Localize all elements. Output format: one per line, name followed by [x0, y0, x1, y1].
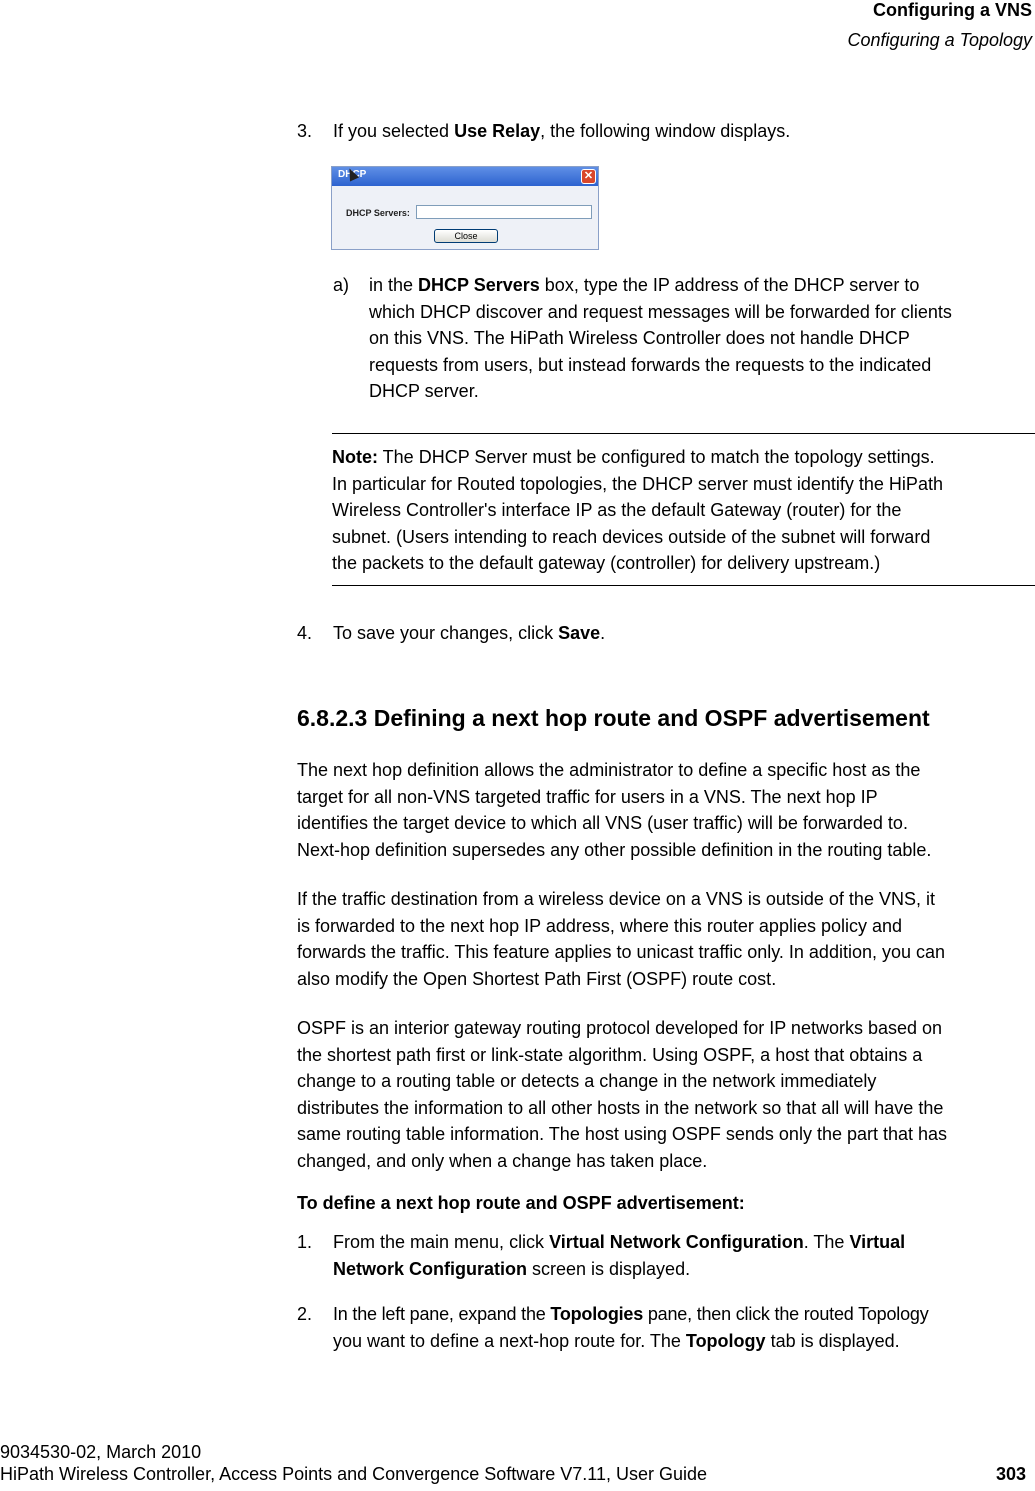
close-button[interactable]: Close	[434, 229, 498, 243]
page-number: 303	[995, 1464, 1026, 1484]
step-number: 2.	[297, 1304, 313, 1324]
chapter-title: Configuring a VNS	[873, 0, 1032, 20]
footer-title: HiPath Wireless Controller, Access Points and Convergence Software V7.11, User Guide	[0, 1464, 708, 1484]
step-4	[297, 620, 606, 647]
dhcp-servers-label: DHCP Servers:	[346, 208, 410, 218]
step-text: From the main menu, click Virtual Network Configuration. The Virtual Network Configuration screen is displayed.	[333, 1232, 906, 1279]
step-number: 4.	[297, 623, 313, 643]
note-box: Note: The DHCP Server must be configured to match the topology settings. In particular for Routed topologies, the DHCP server must identify the HiPath Wireless Controller's interface IP as the default Gateway (router) for the subnet. (Users intending to reach devices outside of the subnet will forward the packets to the default gateway (controller) for delivery upstream.)	[332, 433, 1035, 586]
note-label: Note:	[332, 447, 378, 467]
dialog-title: DHCP	[338, 169, 367, 180]
step-number: 3.	[297, 121, 313, 141]
paragraph-next-hop: The next hop definition allows the administrator to define a specific host as the target for all non-VNS targeted traffic for users in a VNS. The next hop IP identifies the target device to which all VNS (user traffic) will be forwarded to. Next-hop definition supersedes any other possible definition in the routing table.	[297, 760, 932, 860]
dhcp-servers-input[interactable]	[416, 205, 592, 219]
step-text: To save your changes, click Save.	[333, 623, 606, 643]
step-3	[297, 118, 791, 145]
step-text: In the left pane, expand the Topologies pane, then click the routed Topology you want to define a next-hop route for. The Topology tab is displayed.	[333, 1304, 929, 1351]
substep-letter: a)	[333, 275, 350, 295]
procedure-title: To define a next hop route and OSPF advertisement:	[297, 1193, 745, 1213]
footer-doc-id: 9034530-02, March 2010	[0, 1442, 202, 1462]
close-icon[interactable]: ✕	[581, 169, 596, 184]
dialog-title-bar	[332, 167, 598, 186]
paragraph-traffic-destination: If the traffic destination from a wireless device on a VNS is outside of the VNS, it is forwarded to the next hop IP address, where this router applies policy and forwards the traffic. This feature applies to unicast traffic only. In addition, you can also modify the Open Shortest Path First (OSPF) route cost.	[297, 889, 946, 989]
section-title: Configuring a Topology	[847, 30, 1032, 50]
dhcp-dialog-screenshot	[331, 166, 599, 250]
substep-text: in the DHCP Servers box, type the IP address of the DHCP server to which DHCP discover and request messages will be forwarded for clients on this VNS. The HiPath Wireless Controller does not handle DHCP requests from users, but instead forwards the requests to the indicated DHCP server.	[369, 275, 952, 401]
step-number: 1.	[297, 1232, 313, 1252]
paragraph-ospf: OSPF is an interior gateway routing protocol developed for IP networks based on the shortest path first or link-state algorithm. Using OSPF, a host that obtains a change to a routing table or detects a change in the network immediately distributes the information to all other hosts in the network so that all will have the same routing table information. The host using OSPF sends only the part that has changed, and only when a change has taken place.	[297, 1018, 948, 1171]
section-heading: 6.8.2.3 Defining a next hop route and OSPF advertisement	[297, 705, 930, 731]
step-text: If you selected Use Relay, the following window displays.	[333, 121, 791, 141]
